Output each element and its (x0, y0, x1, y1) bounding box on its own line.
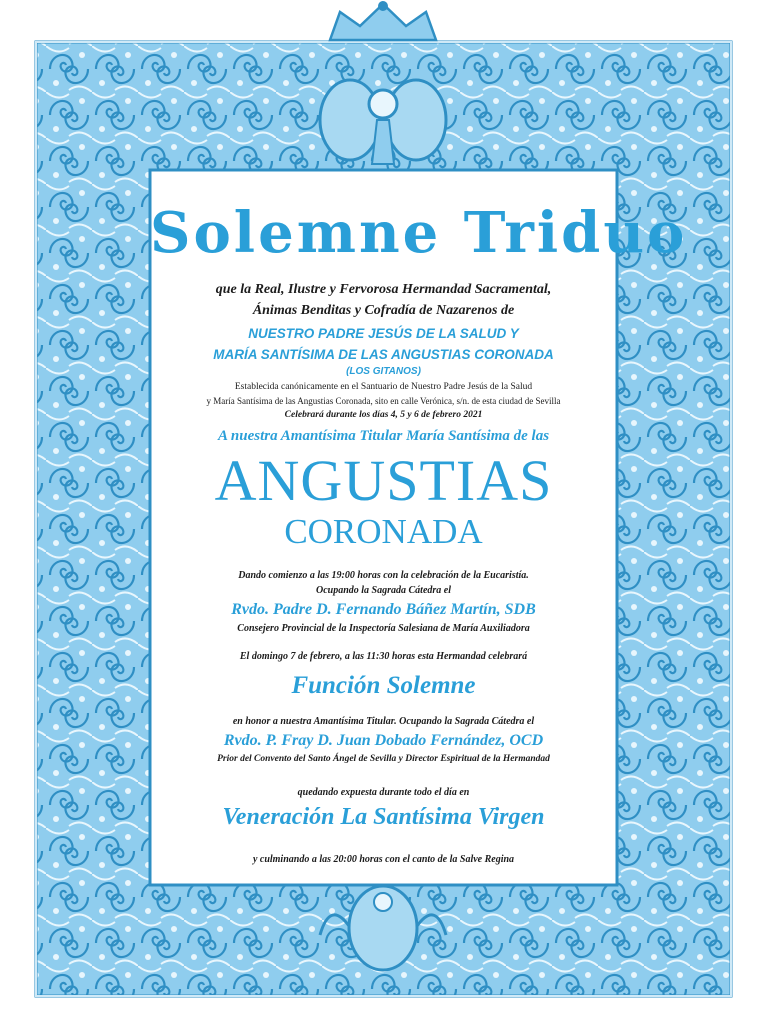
funcion-preacher-role: Prior del Convento del Santo Ángel de Sevilla y Director Espiritual de la Hermandad (217, 754, 550, 764)
funcion-preacher-name: Rvdo. P. Fray D. Juan Dobado Fernández, OCD (223, 732, 544, 749)
expuesta-line: quedando expuesta durante todo el día en (297, 787, 470, 798)
triduo-preacher-role: Consejero Provincial de la Inspectoría Salesiana de María Auxiliadora (237, 623, 530, 634)
brotherhood-line-1: NUESTRO PADRE JESÚS DE LA SALUD Y (248, 326, 519, 341)
established-line-2: y María Santísima de las Angustias Coronada, sito en calle Verónica, s/n. de esta ciudad de Sevilla (206, 396, 561, 406)
intro-line-2: Ánimas Benditas y Cofradía de Nazarenos de (252, 303, 515, 318)
closing-line: y culminando a las 20:00 horas con el canto de la Salve Regina (252, 854, 515, 865)
intro-line-1: que la Real, Ilustre y Fervorosa Hermandad Sacramental, (215, 282, 552, 297)
heading: Solemne Triduo (150, 200, 688, 266)
brotherhood-line-2: MARÍA SANTÍSIMA DE LAS ANGUSTIAS CORONADA (213, 347, 554, 362)
dedication-line: A nuestra Amantísima Titular María Santísima de las (217, 428, 550, 444)
triduo-line-2: Ocupando la Sagrada Cátedra el (315, 585, 451, 596)
funcion-title: Función Solemne (291, 672, 476, 699)
celebration-dates: Celebrará durante los días 4, 5 y 6 de febrero 2021 (284, 410, 483, 420)
title-coronada: CORONADA (284, 512, 483, 551)
poster-text (150, 190, 688, 890)
funcion-line-1: en honor a nuestra Amantísima Titular. Ocupando la Sagrada Cátedra el (232, 716, 535, 727)
established-line-1: Establecida canónicamente en el Santuario de Nuestro Padre Jesús de la Salud (234, 382, 533, 392)
veneracion-title: Veneración La Santísima Virgen (222, 804, 545, 830)
brotherhood-line-3: (LOS GITANOS) (346, 366, 421, 377)
sunday-line: El domingo 7 de febrero, a las 11:30 horas esta Hermandad celebrará (239, 651, 528, 662)
triduo-preacher-name: Rvdo. Padre D. Fernando Báñez Martín, SDB (231, 601, 536, 618)
title-angustias: ANGUSTIAS (214, 448, 553, 513)
triduo-line-1: Dando comienzo a las 19:00 horas con la celebración de la Eucaristía. (238, 570, 529, 581)
